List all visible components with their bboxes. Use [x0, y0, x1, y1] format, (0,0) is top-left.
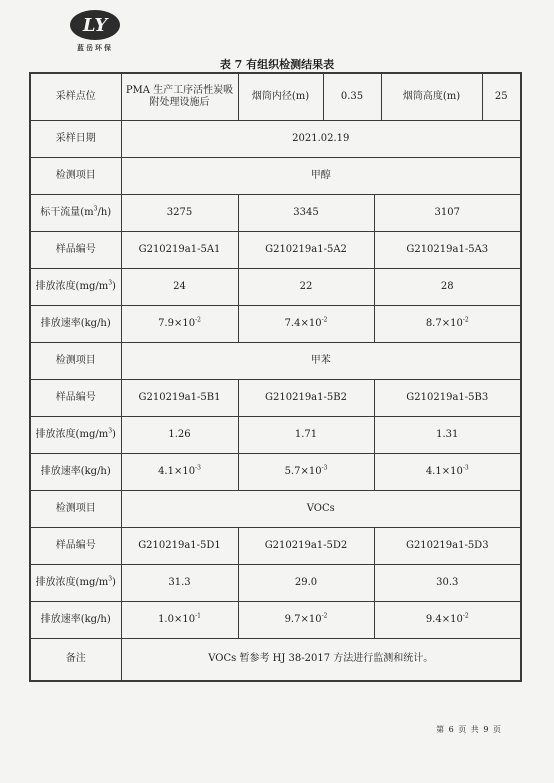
- page-number: 第 6 页 共 9 页: [436, 725, 502, 734]
- item-label: 检测项目: [30, 491, 121, 528]
- group-item-row: [30, 343, 521, 380]
- rate-row: [30, 454, 521, 491]
- conc-value: 22: [238, 269, 374, 306]
- rate-value: $4.1\times 10^{-3}$: [374, 454, 521, 491]
- point-value: PMA 生产工序活性炭吸附处理设施后: [121, 73, 238, 121]
- rate-row: [30, 602, 521, 639]
- rate-value: $8.7\times 10^{-2}$: [374, 306, 521, 343]
- svg-text:LY: LY: [82, 15, 108, 36]
- sample-id: G210219a1-5A2: [238, 232, 374, 269]
- sample-id: G210219a1-5B2: [238, 380, 374, 417]
- point-label: 采样点位: [30, 73, 121, 121]
- conc-value: 1.71: [238, 417, 374, 454]
- sample-label: 样品编号: [30, 528, 121, 565]
- conc-value: 29.0: [238, 565, 374, 602]
- logo-text: 蓝岳环保: [77, 44, 113, 52]
- conc-value: 28: [374, 269, 521, 306]
- conc-label: 排放浓度$(mg/m^3)$: [30, 417, 121, 454]
- flow-value: 3275: [121, 195, 238, 232]
- rate-value: $5.7\times 10^{-3}$: [238, 454, 374, 491]
- sample-id: G210219a1-5D2: [238, 528, 374, 565]
- conc-row: [30, 417, 521, 454]
- sample-row: [30, 380, 521, 417]
- date-label: 采样日期: [30, 121, 121, 158]
- results-table: [29, 72, 522, 682]
- date-row: [30, 121, 521, 158]
- item-value: VOCs: [121, 491, 521, 528]
- remark-label: 备注: [30, 639, 121, 681]
- group-item-row: [30, 491, 521, 528]
- rate-label: 排放速率(kg/h): [30, 602, 121, 639]
- sample-row: [30, 528, 521, 565]
- sample-id: G210219a1-5B1: [121, 380, 238, 417]
- flow-label: 标干流量$(m^3/h)$: [30, 195, 121, 232]
- group-item-row: [30, 158, 521, 195]
- sample-id: G210219a1-5A3: [374, 232, 521, 269]
- date-value: 2021.02.19: [121, 121, 521, 158]
- sample-id: G210219a1-5B3: [374, 380, 521, 417]
- rate-value: $9.4\times 10^{-2}$: [374, 602, 521, 639]
- rate-value: $1.0\times 10^{-1}$: [121, 602, 238, 639]
- table-title: 表 7 有组织检测结果表: [219, 58, 335, 71]
- rate-value: $4.1\times 10^{-3}$: [121, 454, 238, 491]
- sample-label: 样品编号: [30, 380, 121, 417]
- rate-label: 排放速率(kg/h): [30, 306, 121, 343]
- rate-row: [30, 306, 521, 343]
- conc-value: 30.3: [374, 565, 521, 602]
- flow-row: [30, 195, 521, 232]
- diameter-label: 烟筒内径(m): [239, 74, 324, 120]
- item-label: 检测项目: [30, 343, 121, 380]
- conc-row: [30, 565, 521, 602]
- remark-value: VOCs 暂参考 HJ 38-2017 方法进行监测和统计。: [121, 639, 521, 681]
- conc-value: 31.3: [121, 565, 238, 602]
- item-value: 甲苯: [121, 343, 521, 380]
- conc-label: 排放浓度$(mg/m^3)$: [30, 269, 121, 306]
- flow-value: 3107: [374, 195, 521, 232]
- logo: [58, 8, 132, 58]
- sample-label: 样品编号: [30, 232, 121, 269]
- conc-row: [30, 269, 521, 306]
- item-value: 甲醇: [121, 158, 521, 195]
- item-label: 检测项目: [30, 158, 121, 195]
- conc-value: 24: [121, 269, 238, 306]
- flow-value: 3345: [238, 195, 374, 232]
- sample-row: [30, 232, 521, 269]
- header-row: [30, 73, 521, 121]
- height-value: 25: [482, 74, 520, 120]
- rate-value: $7.4\times 10^{-2}$: [238, 306, 374, 343]
- conc-value: 1.26: [121, 417, 238, 454]
- height-label: 烟筒高度(m): [381, 74, 482, 120]
- ly-logo-icon: [69, 8, 121, 42]
- diameter-value: 0.35: [323, 74, 381, 120]
- rate-value: $9.7\times 10^{-2}$: [238, 602, 374, 639]
- sample-id: G210219a1-5D3: [374, 528, 521, 565]
- remark-row: [30, 639, 521, 681]
- sample-id: G210219a1-5A1: [121, 232, 238, 269]
- sample-id: G210219a1-5D1: [121, 528, 238, 565]
- rate-label: 排放速率(kg/h): [30, 454, 121, 491]
- conc-label: 排放浓度$(mg/m^3)$: [30, 565, 121, 602]
- rate-value: $7.9\times 10^{-2}$: [121, 306, 238, 343]
- conc-value: 1.31: [374, 417, 521, 454]
